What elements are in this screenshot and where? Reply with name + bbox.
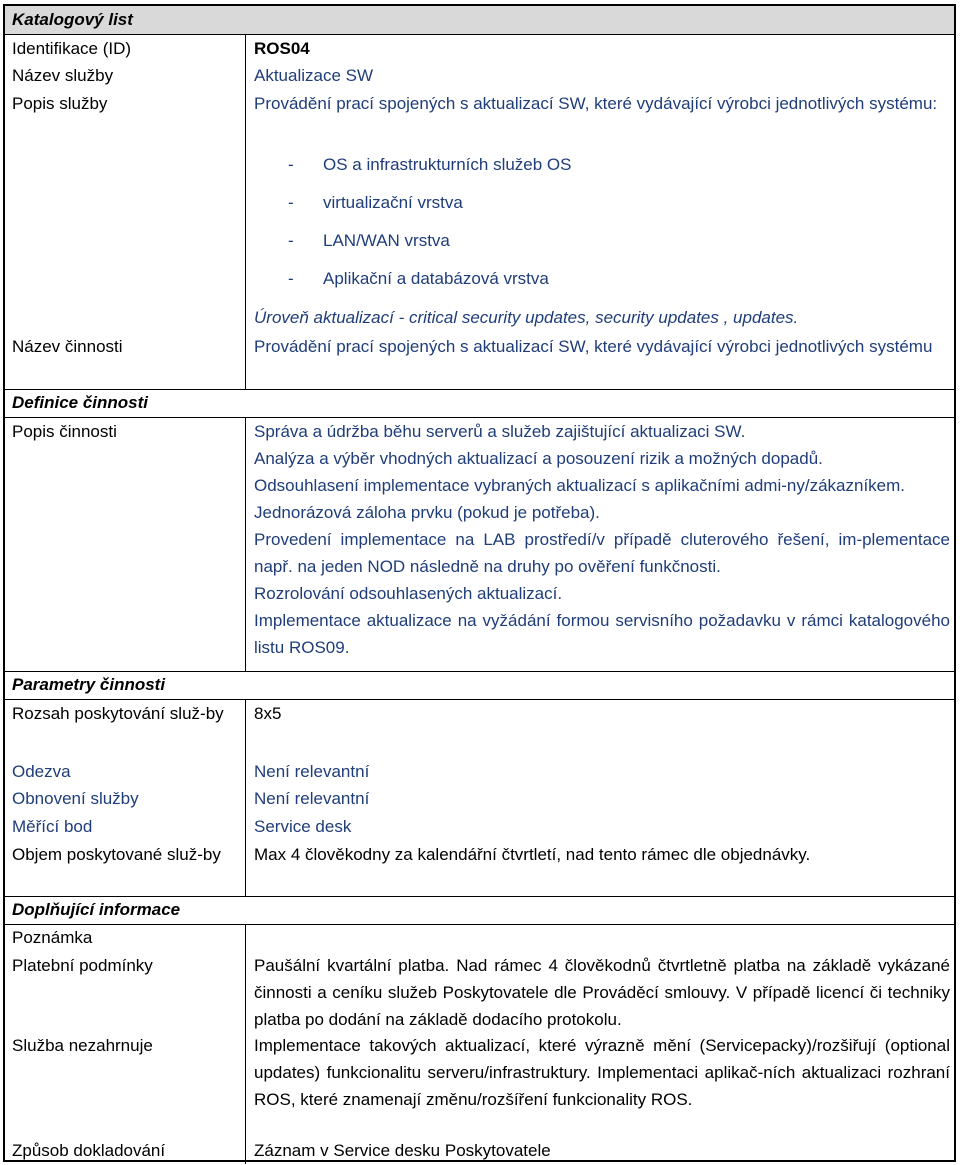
popis-cinnosti-label: Popis činnosti bbox=[12, 422, 117, 441]
definice-header: Definice činnosti bbox=[12, 393, 149, 412]
merici-bod-label: Měřící bod bbox=[12, 817, 93, 836]
catalog-sheet bbox=[3, 4, 956, 1162]
list-item: - Aplikační a databázová vrstva bbox=[254, 260, 950, 298]
list-item: Analýza a výběr vhodných aktualizací a posouzení rizik a možných dopadů. bbox=[254, 449, 823, 468]
popis-sluzby-label: Popis služby bbox=[12, 94, 108, 113]
list-item: Rozrolování odsouhlasených aktualizací. bbox=[254, 584, 563, 603]
list-item: Správa a údržba běhu serverů a služeb zajištující aktualizaci SW. bbox=[254, 422, 746, 441]
list-item: Implementace aktualizace na vyžádání formou servisního požadavku v rámci katalogového listu ROS09. bbox=[254, 611, 950, 657]
poznamka-label: Poznámka bbox=[12, 928, 93, 947]
parametry-header: Parametry činnosti bbox=[12, 675, 166, 694]
identifikace-value: ROS04 bbox=[254, 39, 310, 58]
list-item: Odsouhlasení implementace vybraných aktualizací s aplikačními admi-ny/zákazníkem. bbox=[254, 476, 906, 495]
nazev-sluzby-value: Aktualizace SW bbox=[254, 66, 374, 85]
list-item: Jednorázová záloha prvku (pokud je potřeba). bbox=[254, 503, 600, 522]
odezva-label: Odezva bbox=[12, 762, 71, 781]
column-divider bbox=[245, 34, 246, 389]
popis-sluzby-level: Úroveň aktualizací - critical security updates, security updates , updates. bbox=[254, 308, 799, 327]
list-item: - LAN/WAN vrstva bbox=[254, 222, 950, 260]
nezahrnuje-label: Služba nezahrnuje bbox=[12, 1036, 153, 1055]
popis-sluzby-intro: Provádění prací spojených s aktualizací SW, které vydávající výrobci jednotlivých systému: bbox=[254, 94, 938, 113]
zpusob-value: Záznam v Service desku Poskytovatele bbox=[254, 1141, 551, 1160]
odezva-value: Není relevantní bbox=[254, 762, 370, 781]
rozsah-label: Rozsah poskytování služ-by bbox=[12, 704, 224, 723]
objem-value: Max 4 člověkodny za kalendářní čtvrtletí, nad tento rámec dle objednávky. bbox=[254, 845, 811, 864]
list-item: - virtualizační vrstva bbox=[254, 184, 950, 222]
list-item: - OS a infrastrukturních služeb OS bbox=[254, 146, 950, 184]
nazev-sluzby-label: Název služby bbox=[12, 66, 114, 85]
popis-cinnosti-list bbox=[254, 418, 950, 661]
platebni-label: Platební podmínky bbox=[12, 956, 153, 975]
obnoveni-value: Není relevantní bbox=[254, 789, 370, 808]
objem-label: Objem poskytované služ-by bbox=[12, 845, 221, 864]
zpusob-label: Způsob dokladování bbox=[12, 1141, 166, 1160]
platebni-value: Paušální kvartální platba. Nad rámec 4 člověkodnů čtvrtletně platba na základě vykázané činnosti a ceníku služeb Poskytovatele dle Prováděcí smlouvy. V případě licencí či techniky platba po dodání na základě dodacího protokolu. bbox=[254, 956, 950, 1029]
nezahrnuje-value: Implementace takových aktualizací, které výrazně mění (Servicepacky)/rozšiřují (optional updates) funkcionalitu serveru/infrastruktury. Implementaci aplikač-ních aktualizaci rozhraní ROS, které znamenají změnu/rozšíření funkcionality ROS. bbox=[254, 1036, 950, 1109]
list-item: Provedení implementace na LAB prostředí/v případě cluterového řešení, im-plementace např. na jeden NOD následně na druhy po ověření funkčnosti. bbox=[254, 530, 950, 576]
column-divider bbox=[245, 924, 246, 1164]
column-divider bbox=[245, 417, 246, 671]
column-divider bbox=[245, 699, 246, 896]
nazev-cinnosti-label: Název činnosti bbox=[12, 337, 123, 356]
rozsah-value: 8x5 bbox=[254, 704, 282, 723]
catalog-title: Katalogový list bbox=[5, 6, 954, 34]
nazev-cinnosti-value: Provádění prací spojených s aktualizací SW, které vydávající výrobci jednotlivých systému bbox=[254, 337, 933, 356]
doplnujici-header: Doplňující informace bbox=[12, 900, 181, 919]
merici-bod-value: Service desk bbox=[254, 817, 352, 836]
popis-sluzby-list bbox=[254, 146, 950, 298]
obnoveni-label: Obnovení služby bbox=[12, 789, 139, 808]
identifikace-label: Identifikace (ID) bbox=[12, 39, 132, 58]
